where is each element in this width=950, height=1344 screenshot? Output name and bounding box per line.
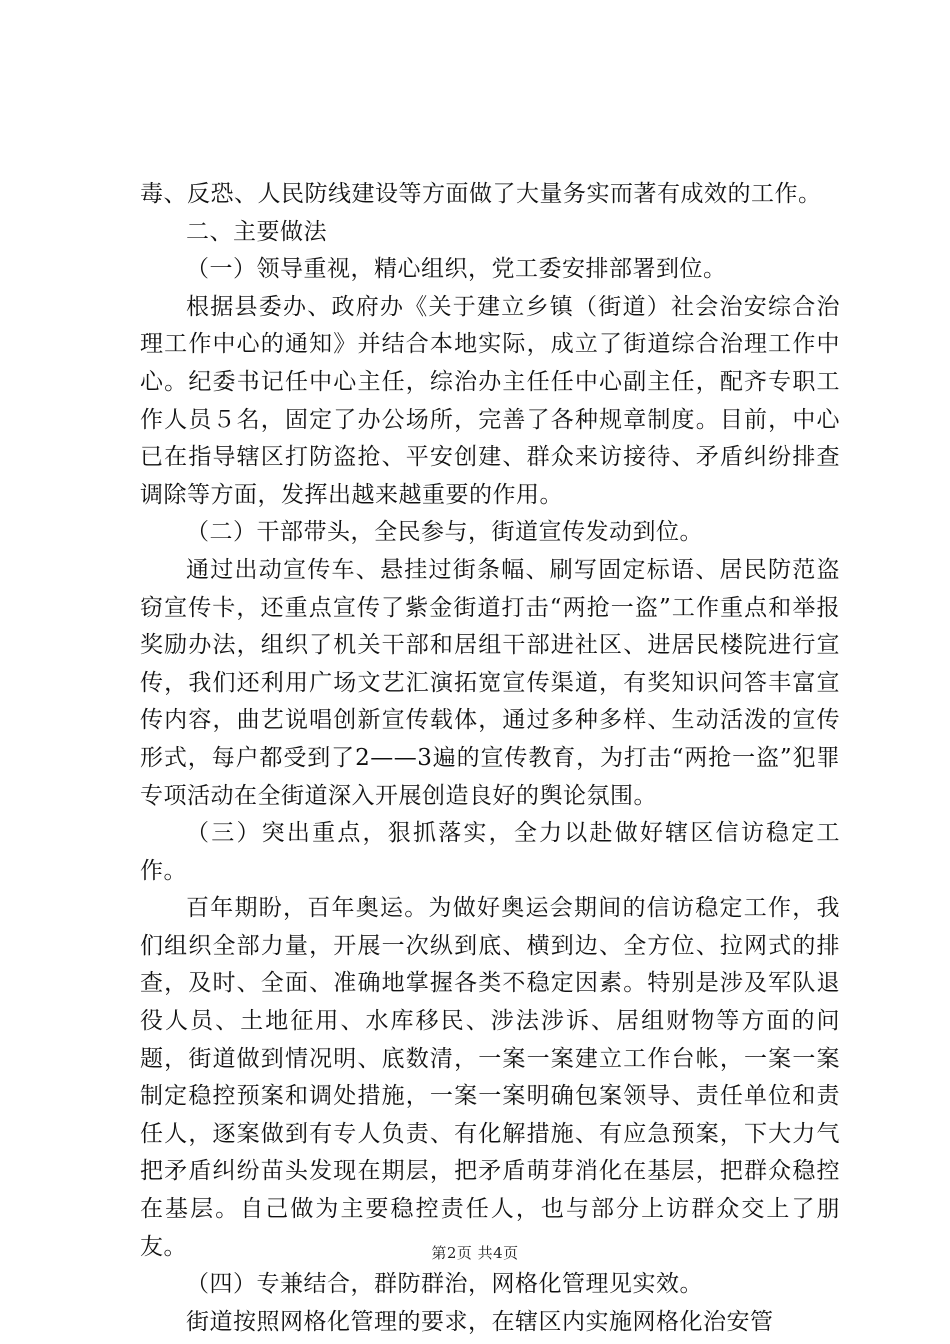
subsection-heading-4: （四）专兼结合，群防群治，网格化管理见实效。 <box>186 1271 703 1298</box>
subsection-heading-3: （三）突出重点，狠抓落实，全力以赴做好辖区信访稳定工作。 <box>140 820 840 884</box>
section-heading: 二、主要做法 <box>186 218 327 245</box>
paragraph-2: 通过出动宣传车、悬挂过街条幅、刷写固定标语、居民防范盗窃宣传卡，还重点宣传了紫金街道打击“两抢一盗”工作重点和举报奖励办法，组织了机关干部和居组干部进社区、进居民楼院进行宣传，我们还利用广场文艺汇演拓宽宣传渠道，有奖知识问答丰富宣传内容，曲艺说唱创新宣传载体，通过多种多样、生动活泼的宣传形式，每户都受到了2——3遍的宣传教育，为打击“两抢一盗”犯罪专项活动在全街道深入开展创造良好的舆论氛围。 <box>140 556 840 809</box>
document-body <box>140 176 840 1341</box>
paragraph-3: 百年期盼，百年奥运。为做好奥运会期间的信访稳定工作，我们组织全部力量，开展一次纵到底、横到边、全方位、拉网式的排查，及时、全面、准确地掌握各类不稳定因素。特别是涉及军队退役人员、土地征用、水库移民、涉法涉诉、居组财物等方面的问题，街道做到情况明、底数清，一案一案建立工作台帐，一案一案制定稳控预案和调处措施，一案一案明确包案领导、责任单位和责任人，逐案做到有专人负责、有化解措施、有应急预案，下大力气把矛盾纠纷苗头发现在期层，把矛盾萌芽消化在基层，把群众稳控在基层。自己做为主要稳控责任人，也与部分上访群众交上了朋友。 <box>140 895 840 1260</box>
page-footer: 第2页 共4页 <box>431 1244 519 1262</box>
paragraph-continuation: 毒、反恐、人民防线建设等方面做了大量务实而著有成效的工作。 <box>140 181 822 207</box>
paragraph-1: 根据县委办、政府办《关于建立乡镇（街道）社会治安综合治理工作中心的通知》并结合本地实际，成立了街道综合治理工作中心。纪委书记任中心主任，综治办主任任中心副主任，配齐专职工作人员５名，固定了办公场所，完善了各种规章制度。目前，中心已在指导辖区打防盗抢、平安创建、群众来访接待、矛盾纠纷排查调除等方面，发挥出越来越重要的作用。 <box>140 293 840 508</box>
subsection-heading-1: （一）领导重视，精心组织，党工委安排部署到位。 <box>186 256 727 283</box>
subsection-heading-2: （二）干部带头，全民参与，街道宣传发动到位。 <box>186 519 703 546</box>
paragraph-4: 街道按照网格化管理的要求，在辖区内实施网格化治安管 <box>186 1308 774 1335</box>
